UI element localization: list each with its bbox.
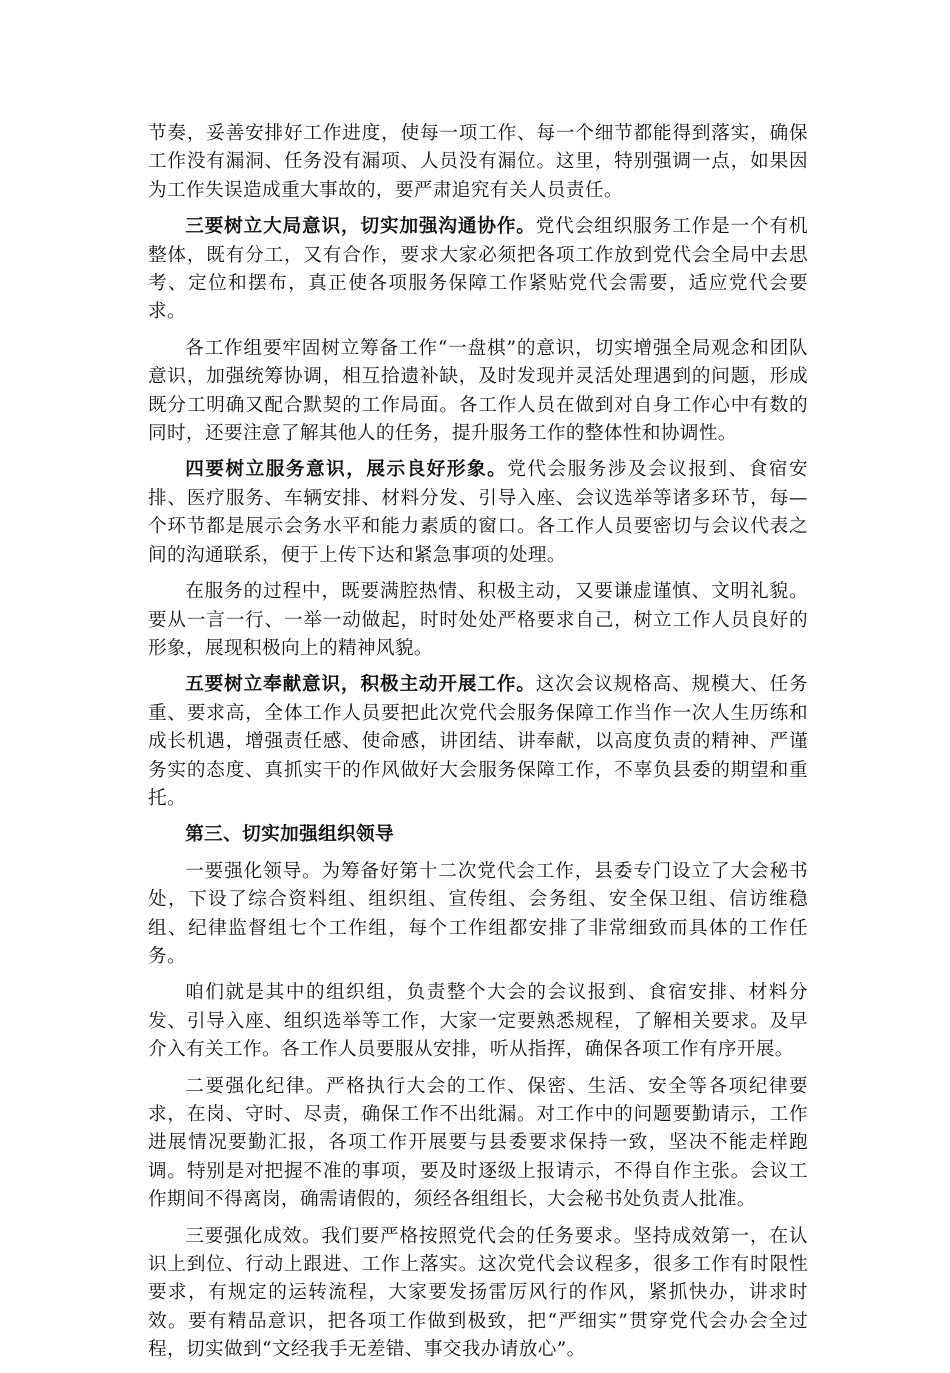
paragraph-text: 二要强化纪律。严格执行大会的工作、保密、生活、安全等各项纪律要求，在岗、守时、尽责，确保工作不出纰漏。对工作中的问题要勤请示，工作进展情况要勤汇报，各项工作开展要与县委要求保持一致，坚决不能走样跑调。特别是对把握不准的事项，要及时逐级上报请示，不得自作主张。会议工作期间不得离岗，确需请假的，须经各组组长，大会秘书处负责人批准。 bbox=[148, 1075, 808, 1211]
paragraph-text: 三要强化成效。我们要严格按照党代会的任务要求。坚持成效第一，在认识上到位、行动上跟进、工作上落实。这次党代会议程多，很多工作有时限性要求，有规定的运转流程，大家要发扬雷厉风行的作风，紧抓快办，讲求时效。要有精品意识，把各项工作做到极致，把“严细实”贯穿党代会办会全过程，切实做到“文经我手无差错、事交我办请放心”。 bbox=[148, 1225, 808, 1361]
paragraph-lead: 三要树立大局意识，切实加强沟通协作。 bbox=[185, 216, 536, 238]
paragraph-text: 党代会服务涉及会议报到、食宿安排、医疗服务、车辆安排、材料分发、引导入座、会议选举等诸多环节，每—个环节都是展示会务水平和能力素质的窗口。各工作人员要密切与会议代表之间的沟通联系，便于上传下达和紧急事项的处理。 bbox=[148, 459, 808, 566]
paragraph-organization-group bbox=[148, 979, 808, 1064]
paragraph-text: 节奏，妥善安排好工作进度，使每一项工作、每一个细节都能得到落实，确保工作没有漏洞、任务没有漏项、人员没有漏位。这里，特别强调一点，如果因为工作失误造成重大事故的，要严肃追究有关人员责任。 bbox=[148, 123, 808, 201]
paragraph-point-five bbox=[148, 671, 808, 813]
paragraph-text: 一要强化领导。为筹备好第十二次党代会工作，县委专门设立了大会秘书处，下设了综合资料组、组织组、宣传组、会务组、安全保卫组、信访维稳组、纪律监督组七个工作组，每个工作组都安排了非常细致而具体的工作任务。 bbox=[148, 860, 808, 967]
paragraph-continued bbox=[148, 120, 808, 205]
paragraph-text: 咱们就是其中的组织组，负责整个大会的会议报到、食宿安排、材料分发、引导入座、组织选举等工作，大家一定要熟悉规程，了解相关要求。及早介入有关工作。各工作人员要服从安排，听从指挥，确保各项工作有序开展。 bbox=[148, 982, 808, 1061]
paragraph-text: 各工作组要牢固树立筹备工作“一盘棋”的意识，切实增强全局观念和团队意识，加强统筹协调，相互拾遗补缺，及时发现并灵活处理遇到的问题，形成既分工明确又配合默契的工作局面。各工作人员在做到对自身工作心中有数的同时，还要注意了解其他人的任务，提升服务工作的整体性和协调性。 bbox=[148, 337, 808, 445]
paragraph-lead: 四要树立服务意识，展示良好形象。 bbox=[185, 459, 508, 481]
paragraph-text: 党代会组织服务工作是一个有机整体，既有分工，又有合作，要求大家必须把各项工作放到党代会全局中去思考、定位和摆布，真正使各项服务保障工作紧贴党代会需要，适应党代会要求。 bbox=[148, 216, 809, 323]
section-heading: 第三、切实加强组织领导 bbox=[185, 824, 395, 846]
paragraph-overall-view bbox=[148, 335, 808, 449]
paragraph-text: 在服务的过程中，既要满腔热情、积极主动，又要谦虚谨慎、文明礼貌。要从一言一行、一举一动做起，时时处处严格要求自己，树立工作人员良好的形象，展现积极向上的精神风貌。 bbox=[148, 581, 808, 659]
paragraph-strengthen-results bbox=[148, 1223, 808, 1365]
paragraph-text: 这次会议规格高、规模大、任务重、要求高，全体工作人员要把此次党代会服务保障工作当作一次人生历练和成长机遇，增强责任感、使命感，讲团结、讲奉献，以高度负责的精神、严谨务实的态度、真抓实干的作风做好大会服务保障工作，不辜负县委的期望和重托。 bbox=[148, 674, 809, 809]
paragraph-point-three bbox=[148, 213, 808, 327]
paragraph-strengthen-leadership bbox=[148, 858, 808, 972]
paragraph-service-process bbox=[148, 578, 808, 663]
document-page bbox=[148, 120, 808, 1373]
paragraph-strengthen-discipline bbox=[148, 1073, 808, 1215]
paragraph-point-four bbox=[148, 456, 808, 570]
paragraph-lead: 五要树立奉献意识，积极主动开展工作。 bbox=[185, 674, 536, 696]
